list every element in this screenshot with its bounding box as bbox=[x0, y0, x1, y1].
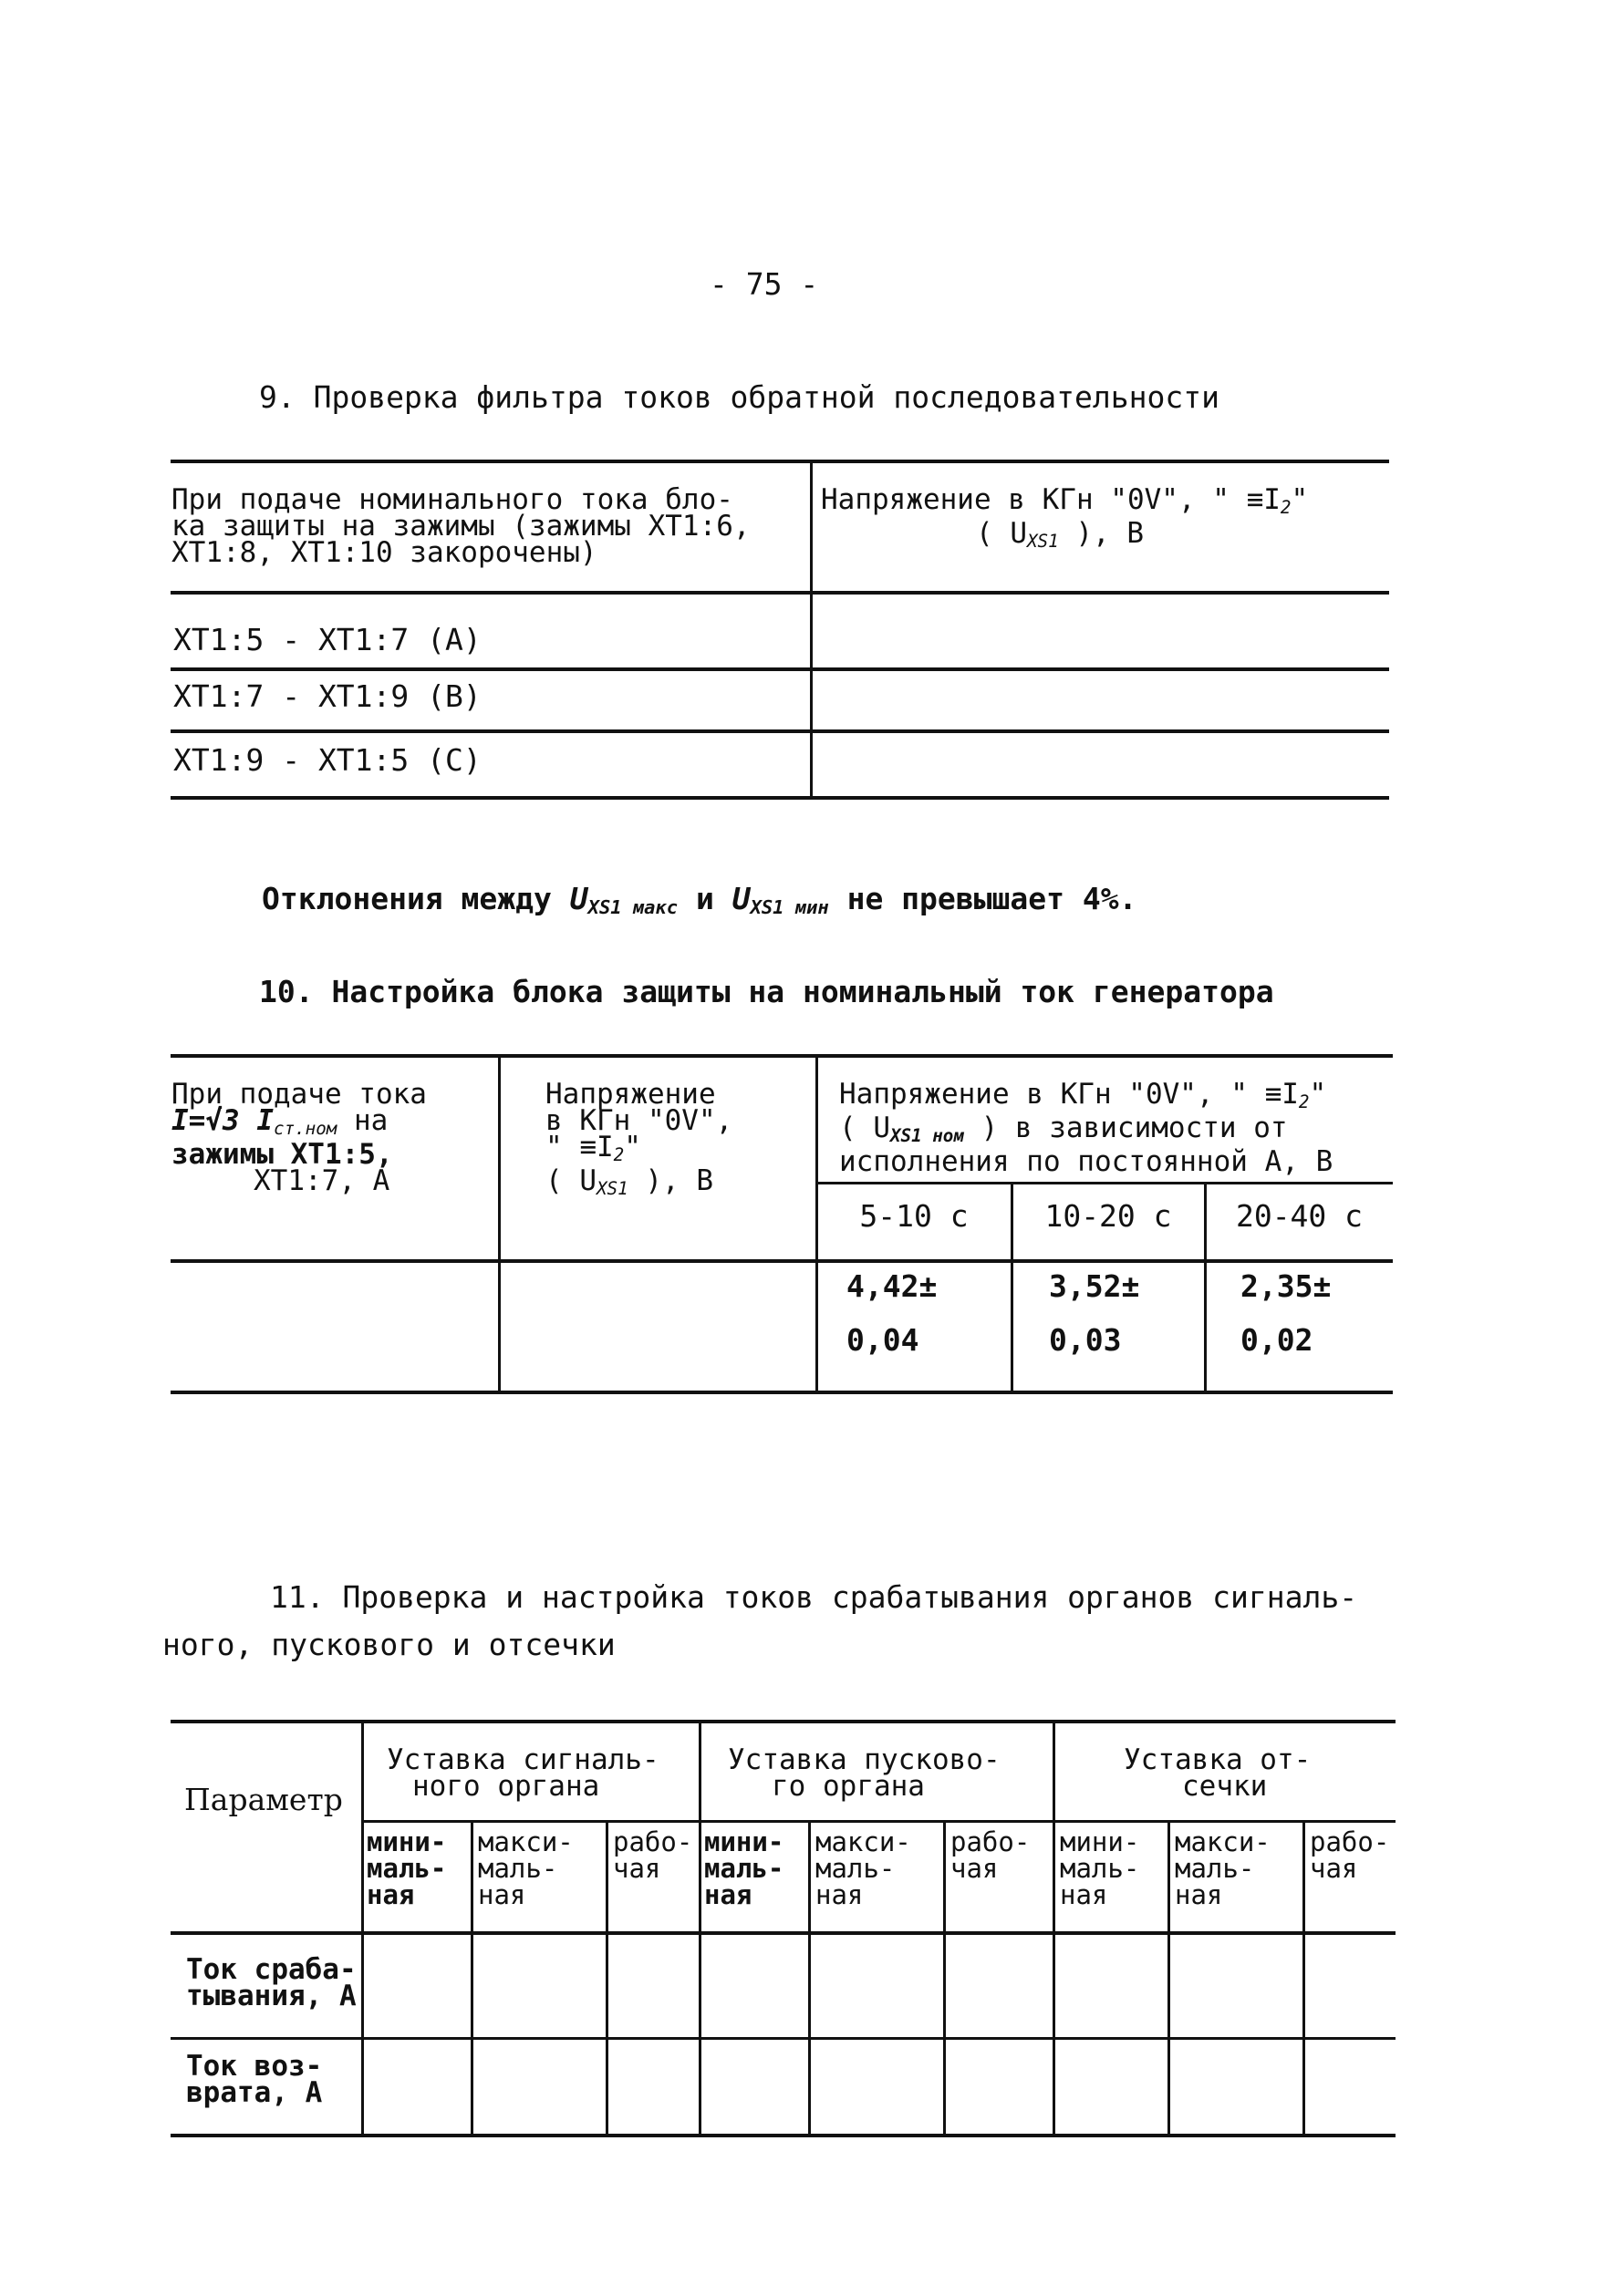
table-divider bbox=[810, 460, 813, 799]
header-line: При подаче тока bbox=[171, 1078, 427, 1111]
subscript: 2 bbox=[613, 1143, 625, 1165]
table-rule bbox=[171, 460, 1389, 463]
table-rule bbox=[171, 796, 1389, 800]
header-line: маль- bbox=[1060, 1853, 1140, 1884]
header-line: чая bbox=[950, 1853, 999, 1884]
table-divider bbox=[1053, 1720, 1055, 2136]
header-line: маль- bbox=[367, 1853, 447, 1884]
table-divider bbox=[699, 1720, 701, 2136]
table-rule bbox=[361, 1820, 1396, 1823]
section-11-heading bbox=[270, 1581, 1357, 1614]
header-line: ХТ1:7, А bbox=[254, 1164, 390, 1197]
header-line: макси- bbox=[478, 1826, 574, 1857]
section-9-heading: 9. Проверка фильтра токов обратной последовательности bbox=[259, 379, 1219, 415]
header-line: маль- bbox=[1175, 1853, 1255, 1884]
subscript: 2 bbox=[1298, 1091, 1310, 1112]
subheader-min bbox=[367, 1826, 447, 1910]
col1-header bbox=[171, 1078, 427, 1197]
header-text: ( U bbox=[976, 516, 1027, 550]
value: 4,42± bbox=[846, 1268, 938, 1304]
header-line: маль- bbox=[815, 1853, 896, 1884]
value: 2,35± bbox=[1240, 1268, 1332, 1304]
tolerance: 0,02 bbox=[1240, 1322, 1313, 1358]
table-rule bbox=[171, 667, 1389, 671]
subscript: XS1 макс bbox=[587, 896, 679, 919]
formula: I=√3 I bbox=[171, 1104, 274, 1137]
col2-header bbox=[821, 483, 1309, 554]
col1-header bbox=[171, 483, 751, 569]
subscript: XS1 bbox=[1027, 530, 1059, 552]
table-divider bbox=[361, 1720, 364, 2136]
subheader-work bbox=[1310, 1826, 1390, 1884]
header-line: го органа bbox=[772, 1770, 925, 1803]
header-line: ная bbox=[1175, 1879, 1223, 1910]
table-rule bbox=[815, 1182, 1393, 1184]
header-line: мини- bbox=[367, 1826, 447, 1857]
header-line: исполнения по постоянной А, В bbox=[839, 1144, 1333, 1178]
header-text: Напряжение в КГн "0V", " ≡I bbox=[839, 1078, 1299, 1111]
header-line: макси- bbox=[1175, 1826, 1271, 1857]
table-rule bbox=[171, 1931, 1396, 1935]
table-divider bbox=[943, 1820, 946, 2136]
header-line: ка защиты на зажимы (зажимы ХТ1:6, bbox=[171, 510, 751, 543]
header-line: Уставка пусково- bbox=[728, 1743, 1001, 1776]
subheader-max bbox=[815, 1826, 911, 1910]
tolerance: 0,03 bbox=[1049, 1322, 1122, 1358]
table-divider bbox=[1302, 1820, 1305, 2136]
label-line: Ток сраба- bbox=[186, 1953, 357, 1986]
text: не превышает 4%. bbox=[828, 881, 1137, 916]
table-rule bbox=[171, 1054, 1393, 1058]
header-line: ХТ1:8, ХТ1:10 закорочены) bbox=[171, 536, 597, 569]
header-text: ( U bbox=[839, 1111, 890, 1144]
table-rule bbox=[171, 2037, 1396, 2040]
header-line: зажимы ХТ1:5, bbox=[171, 1137, 393, 1171]
subcol-header: 5-10 с bbox=[859, 1198, 969, 1234]
header-text: на bbox=[337, 1104, 389, 1137]
param-header: Параметр bbox=[184, 1782, 343, 1817]
symbol: U bbox=[569, 881, 588, 916]
row-label bbox=[186, 2050, 323, 2109]
table-rule bbox=[171, 591, 1389, 595]
header-text: ( U bbox=[545, 1164, 597, 1197]
header-line: ная bbox=[367, 1879, 415, 1910]
heading-line: 11. Проверка и настройка токов срабатывания органов сигналь- bbox=[270, 1579, 1358, 1615]
text: Отклонения между bbox=[262, 881, 570, 916]
table-rule bbox=[171, 2134, 1396, 2137]
subscript: XS1 ном bbox=[890, 1124, 964, 1146]
row-label bbox=[186, 1953, 357, 2012]
header-line: чая bbox=[1310, 1853, 1358, 1884]
header-line: Уставка сигналь- bbox=[387, 1743, 659, 1776]
subscript: XS1 bbox=[597, 1177, 628, 1199]
header-line: макси- bbox=[815, 1826, 911, 1857]
table-divider bbox=[471, 1820, 473, 2136]
deviation-note bbox=[262, 883, 1136, 924]
row-label: ХТ1:5 - ХТ1:7 (А) bbox=[173, 622, 482, 657]
header-text: ) в зависимости от bbox=[963, 1111, 1288, 1144]
table-rule bbox=[171, 1391, 1393, 1394]
header-text: ), В bbox=[628, 1164, 714, 1197]
section-10-heading: 10. Настройка блока защиты на номинальный ток генератора bbox=[259, 974, 1274, 1009]
table-divider bbox=[1167, 1820, 1170, 2136]
header-line: ная bbox=[478, 1879, 526, 1910]
table-rule bbox=[171, 1720, 1396, 1723]
header-line: рабо- bbox=[950, 1826, 1031, 1857]
header-line: мини- bbox=[704, 1826, 784, 1857]
subheader-min bbox=[704, 1826, 784, 1910]
header-text: ), В bbox=[1058, 516, 1145, 550]
subcol-header: 20-40 с bbox=[1235, 1198, 1364, 1234]
label-line: тывания, А bbox=[186, 1980, 357, 2012]
header-line: чая bbox=[613, 1853, 661, 1884]
header-line: мини- bbox=[1060, 1826, 1140, 1857]
header-line: ная bbox=[1060, 1879, 1108, 1910]
subscript: XS1 мин bbox=[750, 896, 829, 919]
subscript: 2 bbox=[1280, 496, 1292, 518]
header-line: маль- bbox=[478, 1853, 558, 1884]
section-11-heading-cont: ного, пускового и отсечки bbox=[162, 1627, 616, 1662]
header-text: " bbox=[1309, 1078, 1327, 1111]
header-line: Напряжение bbox=[545, 1078, 716, 1111]
table-divider bbox=[606, 1820, 608, 2136]
label-line: врата, А bbox=[186, 2076, 323, 2109]
label-line: Ток воз- bbox=[186, 2050, 323, 2083]
table-rule bbox=[171, 1259, 1393, 1263]
row-label: ХТ1:9 - ХТ1:5 (С) bbox=[173, 742, 482, 778]
table-divider bbox=[808, 1820, 811, 2136]
header-text: " bbox=[1291, 483, 1309, 516]
header-text: " bbox=[624, 1131, 641, 1164]
header-line: рабо- bbox=[1310, 1826, 1390, 1857]
table-divider bbox=[498, 1054, 501, 1393]
subheader-work bbox=[613, 1826, 693, 1884]
group-header bbox=[387, 1743, 659, 1803]
text: и bbox=[678, 881, 732, 916]
page-number: - 75 - bbox=[710, 266, 819, 302]
header-line: маль- bbox=[704, 1853, 784, 1884]
header-text: " ≡I bbox=[545, 1131, 614, 1164]
header-line: ного органа bbox=[412, 1770, 600, 1803]
header-line: рабо- bbox=[613, 1826, 693, 1857]
header-line: ная bbox=[704, 1879, 752, 1910]
header-line: При подаче номинального тока бло- bbox=[171, 483, 733, 516]
symbol: U bbox=[732, 881, 751, 916]
col3-header bbox=[839, 1078, 1333, 1178]
subcol-header: 10-20 с bbox=[1044, 1198, 1172, 1234]
subheader-max bbox=[478, 1826, 574, 1910]
value: 3,52± bbox=[1049, 1268, 1140, 1304]
group-header bbox=[728, 1743, 1001, 1803]
header-text: Напряжение в КГн "0V", " ≡I bbox=[821, 483, 1281, 516]
header-line: сечки bbox=[1182, 1770, 1268, 1803]
col2-header bbox=[545, 1078, 733, 1202]
subscript: ст.ном bbox=[273, 1117, 337, 1139]
group-header bbox=[1124, 1743, 1312, 1803]
header-line: в КГн "0V", bbox=[545, 1104, 733, 1137]
header-line: Уставка от- bbox=[1124, 1743, 1312, 1776]
header-line: ная bbox=[815, 1879, 864, 1910]
subheader-max bbox=[1175, 1826, 1271, 1910]
tolerance: 0,04 bbox=[846, 1322, 919, 1358]
table-rule bbox=[171, 729, 1389, 733]
subheader-work bbox=[950, 1826, 1031, 1884]
subheader-min bbox=[1060, 1826, 1140, 1910]
row-label: ХТ1:7 - ХТ1:9 (В) bbox=[173, 678, 482, 714]
